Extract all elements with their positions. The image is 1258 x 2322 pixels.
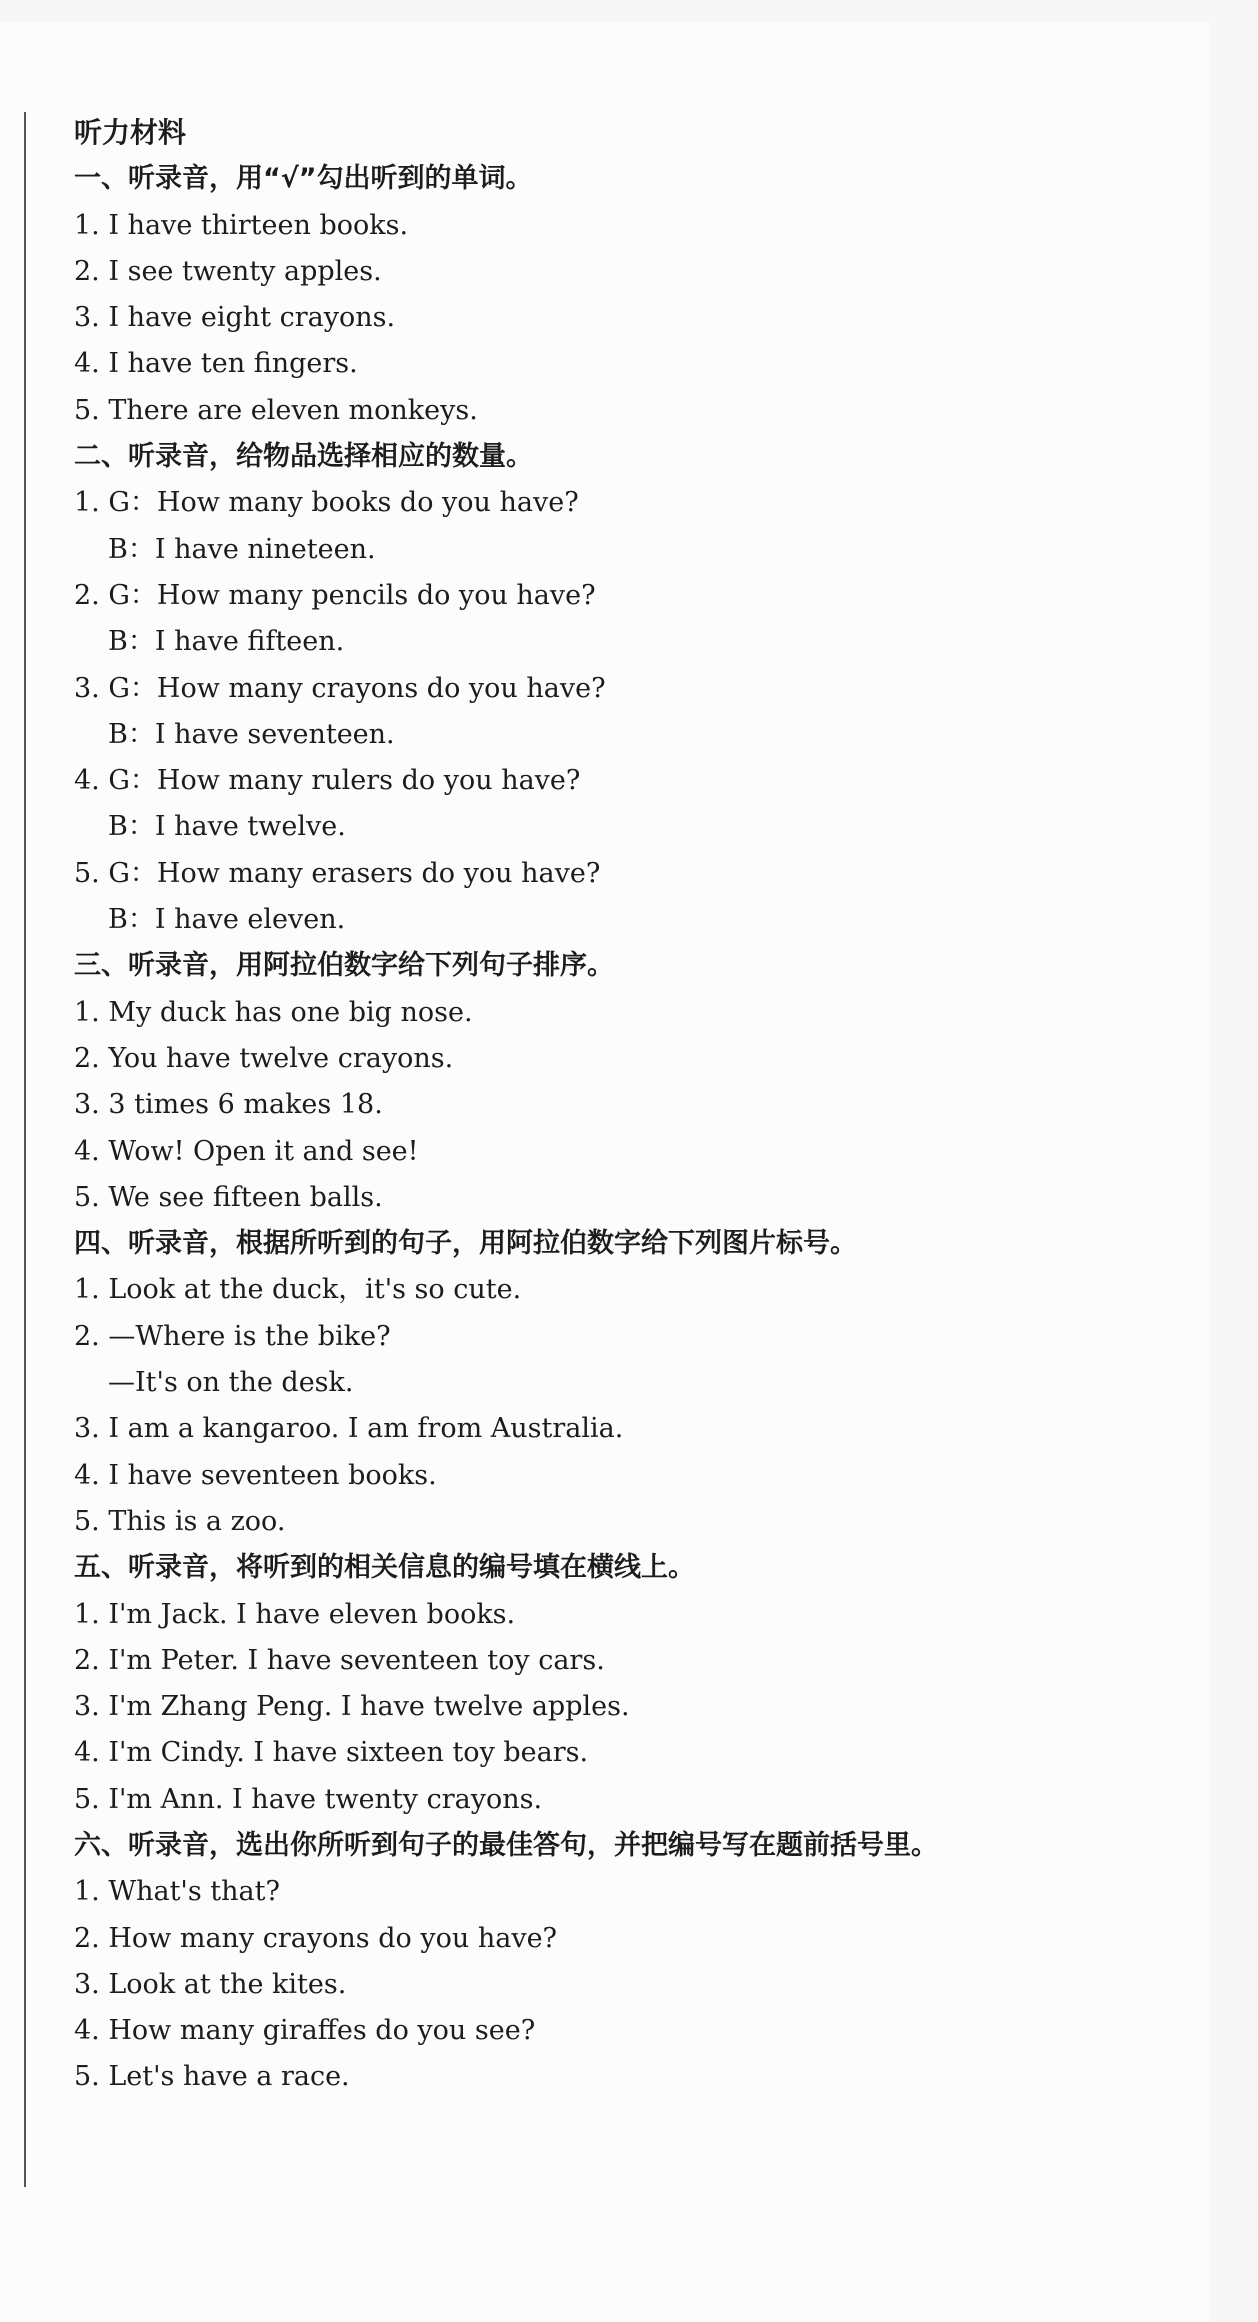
page-title: 听力材料 xyxy=(74,116,187,149)
sentence: 4. I'm Cindy. I have sixteen toy bears. xyxy=(74,1737,589,1769)
section-heading: 六、听录音，选出你所听到句子的最佳答句，并把编号写在题前括号里。 xyxy=(74,1829,938,1861)
section-6 xyxy=(74,1823,1194,2101)
section-4 xyxy=(74,1221,1194,1545)
section-3 xyxy=(74,943,1194,1221)
sentence: 1. I'm Jack. I have eleven books. xyxy=(74,1598,516,1630)
dialogue-line: B：I have fifteen. xyxy=(108,626,345,658)
dialogue-line: B：I have seventeen. xyxy=(108,718,395,750)
section-1 xyxy=(74,156,1194,434)
sentence: 3. I am a kangaroo. I am from Australia. xyxy=(74,1413,624,1445)
sentence: 2. I see twenty apples. xyxy=(74,255,382,287)
dialogue-line: B：I have eleven. xyxy=(108,904,346,936)
dialogue-line: 2. G：How many pencils do you have? xyxy=(74,579,596,611)
section-heading: 五、听录音，将听到的相关信息的编号填在横线上。 xyxy=(74,1552,695,1584)
sentence: 4. How many giraffes do you see? xyxy=(74,2015,536,2047)
dialogue-line: B：I have nineteen. xyxy=(108,533,376,565)
section-heading: 四、听录音，根据所听到的句子，用阿拉伯数字给下列图片标号。 xyxy=(74,1228,857,1260)
section-heading: 一、听录音，用“√”勾出听到的单词。 xyxy=(74,163,533,195)
dialogue-line: 4. G：How many rulers do you have? xyxy=(74,765,581,797)
sentence: 2. You have twelve crayons. xyxy=(74,1042,454,1074)
sentence: 3. I have eight crayons. xyxy=(74,302,396,334)
margin-rule xyxy=(24,112,26,2187)
section-heading: 三、听录音，用阿拉伯数字给下列句子排序。 xyxy=(74,950,614,982)
sentence: 5. We see fifteen balls. xyxy=(74,1181,383,1213)
listening-material xyxy=(74,110,1194,2101)
sentence: 5. I'm Ann. I have twenty crayons. xyxy=(74,1783,543,1815)
sentence: 5. Let's have a race. xyxy=(74,2061,350,2093)
sentence: 2. How many crayons do you have? xyxy=(74,1922,558,1954)
sentence: 2. —Where is the bike? xyxy=(74,1320,391,1352)
sentence: 1. Look at the duck，it's so cute. xyxy=(74,1274,522,1306)
section-heading: 二、听录音，给物品选择相应的数量。 xyxy=(74,441,533,473)
sentence: 5. This is a zoo. xyxy=(74,1505,286,1537)
sentence: 1. My duck has one big nose. xyxy=(74,996,473,1028)
sentence: 4. I have ten fingers. xyxy=(74,348,358,380)
sentence: 4. Wow! Open it and see! xyxy=(74,1135,419,1167)
sentence: 1. What's that? xyxy=(74,1876,280,1908)
sentence: 1. I have thirteen books. xyxy=(74,209,409,241)
dialogue-line: 3. G：How many crayons do you have? xyxy=(74,672,606,704)
sentence: 3. 3 times 6 makes 18. xyxy=(74,1089,383,1121)
sentence: 5. There are eleven monkeys. xyxy=(74,394,478,426)
sentence: —It's on the desk. xyxy=(108,1367,354,1399)
dialogue-line: 1. G：How many books do you have? xyxy=(74,487,579,519)
dialogue-line: 5. G：How many erasers do you have? xyxy=(74,857,601,889)
sentence: 2. I'm Peter. I have seventeen toy cars. xyxy=(74,1644,605,1676)
section-5 xyxy=(74,1545,1194,1823)
sentence: 3. I'm Zhang Peng. I have twelve apples. xyxy=(74,1691,630,1723)
sentence: 3. Look at the kites. xyxy=(74,1968,347,2000)
section-2 xyxy=(74,434,1194,943)
sentence: 4. I have seventeen books. xyxy=(74,1459,437,1491)
dialogue-line: B：I have twelve. xyxy=(108,811,346,843)
